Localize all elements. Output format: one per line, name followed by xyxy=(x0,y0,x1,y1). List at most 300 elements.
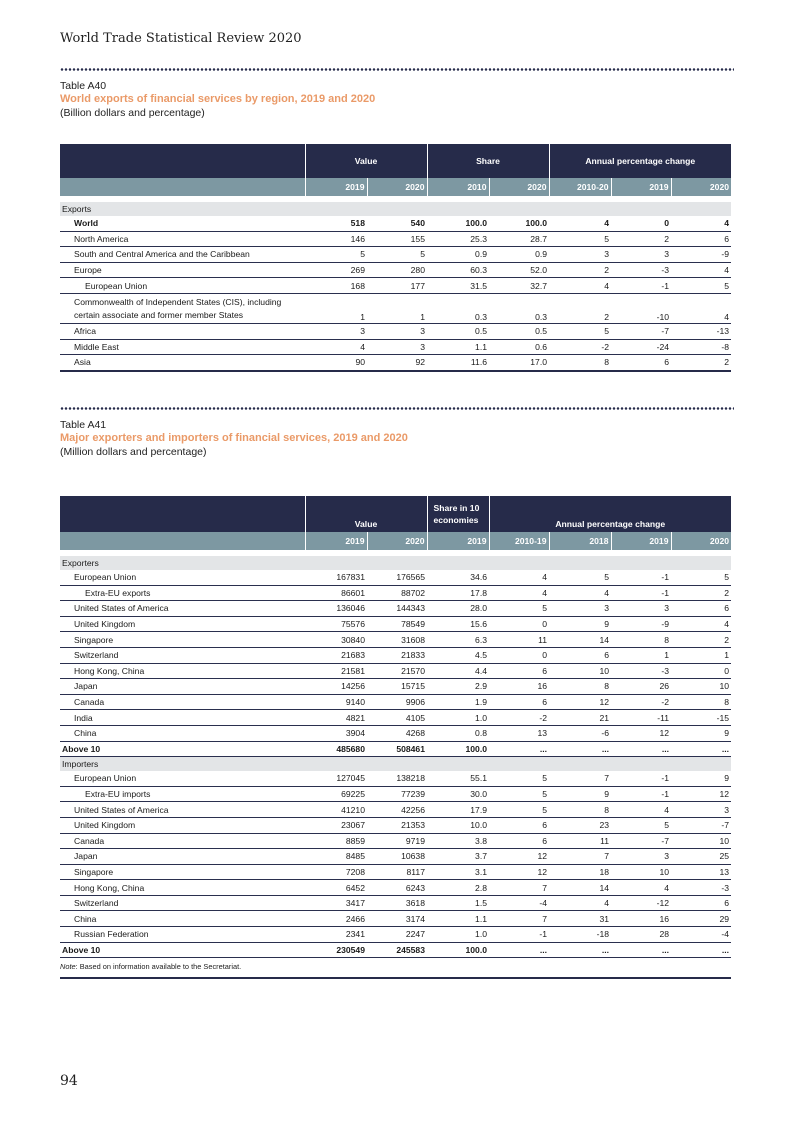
table-cell: 13 xyxy=(489,725,549,741)
table-cell: 18 xyxy=(549,864,611,880)
table-cell: 280 xyxy=(367,262,427,278)
table-cell: 4 xyxy=(671,216,731,231)
table-cell: 10 xyxy=(611,864,671,880)
note-label: Note xyxy=(60,962,76,971)
table-row xyxy=(60,802,731,818)
table-cell: 5 xyxy=(549,570,611,585)
table-cell: -9 xyxy=(611,616,671,632)
table-row xyxy=(60,570,731,585)
row-label: Middle East xyxy=(60,339,305,355)
table-cell: 4 xyxy=(671,293,731,323)
row-label: China xyxy=(60,725,305,741)
table-cell: 30840 xyxy=(305,632,367,648)
table-cell: 69225 xyxy=(305,786,367,802)
table-cell: 155 xyxy=(367,231,427,247)
year-header: 2018 xyxy=(549,532,611,550)
table-cell: -13 xyxy=(671,323,731,339)
table-cell: 3 xyxy=(367,339,427,355)
table-cell: 31.5 xyxy=(427,278,489,294)
table-cell: ... xyxy=(611,741,671,757)
table-cell: 0 xyxy=(671,663,731,679)
table-cell: 2 xyxy=(611,231,671,247)
table-row xyxy=(60,849,731,865)
table-cell: -4 xyxy=(671,927,731,943)
table-cell: 12 xyxy=(671,786,731,802)
table-cell: 12 xyxy=(611,725,671,741)
table-cell: 127045 xyxy=(305,771,367,786)
table-cell: -3 xyxy=(611,663,671,679)
table-cell: 3.1 xyxy=(427,864,489,880)
table-cell: 21581 xyxy=(305,663,367,679)
row-label: Hong Kong, China xyxy=(60,663,305,679)
year-header: 2020 xyxy=(367,178,427,196)
table-cell: 25 xyxy=(671,849,731,865)
table-cell: 2.9 xyxy=(427,679,489,695)
table-cell: 0 xyxy=(611,216,671,231)
table-cell: 245583 xyxy=(367,942,427,958)
table-cell: -24 xyxy=(611,339,671,355)
table-row xyxy=(60,355,731,371)
table-cell: 77239 xyxy=(367,786,427,802)
table-cell: 21570 xyxy=(367,663,427,679)
table-row xyxy=(60,278,731,294)
table-cell: 86601 xyxy=(305,585,367,601)
row-label: Switzerland xyxy=(60,647,305,663)
table-cell: 10638 xyxy=(367,849,427,865)
table-cell: 3 xyxy=(671,802,731,818)
table-cell: 3 xyxy=(611,247,671,263)
table-cell: 1.0 xyxy=(427,710,489,726)
row-label: United Kingdom xyxy=(60,616,305,632)
year-header: 2020 xyxy=(367,532,427,550)
table-cell: 4 xyxy=(549,278,611,294)
table-cell: 6 xyxy=(489,817,549,833)
table-cell: 508461 xyxy=(367,741,427,757)
table-cell: 8117 xyxy=(367,864,427,880)
table-cell: 11.6 xyxy=(427,355,489,371)
header-share-10-economies: Share in 10 economies xyxy=(427,496,489,532)
row-label: European Union xyxy=(60,278,305,294)
table-cell: 8485 xyxy=(305,849,367,865)
table-cell: 2247 xyxy=(367,927,427,943)
table-cell: 0.3 xyxy=(489,293,549,323)
table-a41-title: Major exporters and importers of financial services, 2019 and 2020 xyxy=(60,432,408,444)
row-label: Africa xyxy=(60,323,305,339)
year-header: 2019 xyxy=(427,532,489,550)
table-cell: 90 xyxy=(305,355,367,371)
row-label: South and Central America and the Caribbean xyxy=(60,247,305,263)
table-cell: -7 xyxy=(611,833,671,849)
table-row xyxy=(60,911,731,927)
row-label: Japan xyxy=(60,849,305,865)
running-header: World Trade Statistical Review 2020 xyxy=(60,31,302,46)
year-header: 2019 xyxy=(305,178,367,196)
table-cell: 8 xyxy=(611,632,671,648)
table-cell: 269 xyxy=(305,262,367,278)
table-cell: 100.0 xyxy=(427,741,489,757)
table-cell: 0.9 xyxy=(427,247,489,263)
table-cell: 177 xyxy=(367,278,427,294)
table-cell: 5 xyxy=(305,247,367,263)
table-cell: 15.6 xyxy=(427,616,489,632)
table-row xyxy=(60,231,731,247)
table-cell: 4.5 xyxy=(427,647,489,663)
table-cell: -3 xyxy=(611,262,671,278)
table-cell: 12 xyxy=(489,849,549,865)
table-cell: 42256 xyxy=(367,802,427,818)
table-cell: 52.0 xyxy=(489,262,549,278)
table-cell: 28 xyxy=(611,927,671,943)
table-cell: 230549 xyxy=(305,942,367,958)
row-label: China xyxy=(60,911,305,927)
table-cell: 29 xyxy=(671,911,731,927)
table-cell: 3904 xyxy=(305,725,367,741)
table-cell: 1.1 xyxy=(427,911,489,927)
table-cell: 30.0 xyxy=(427,786,489,802)
table-cell: 9140 xyxy=(305,694,367,710)
table-cell: 11 xyxy=(549,833,611,849)
table-row xyxy=(60,927,731,943)
table-cell: 4.4 xyxy=(427,663,489,679)
table-cell: 518 xyxy=(305,216,367,231)
year-header: 2010 xyxy=(427,178,489,196)
table-cell: 7 xyxy=(549,849,611,865)
row-label: United States of America xyxy=(60,802,305,818)
row-label: India xyxy=(60,710,305,726)
table-cell: 9 xyxy=(549,616,611,632)
table-cell: 1.0 xyxy=(427,927,489,943)
row-label: Russian Federation xyxy=(60,927,305,943)
table-cell: 6.3 xyxy=(427,632,489,648)
row-label: Above 10 xyxy=(60,741,305,757)
table-cell: 4 xyxy=(671,262,731,278)
table-cell: 8 xyxy=(671,694,731,710)
year-header: 2019 xyxy=(305,532,367,550)
table-cell: 6 xyxy=(489,694,549,710)
table-cell: 17.9 xyxy=(427,802,489,818)
table-cell: 3 xyxy=(611,849,671,865)
table-cell: -1 xyxy=(611,786,671,802)
table-cell: 138218 xyxy=(367,771,427,786)
row-label: World xyxy=(60,216,305,231)
table-cell: 4 xyxy=(549,216,611,231)
table-a40-label: Table A40 xyxy=(60,80,107,92)
row-label: Canada xyxy=(60,694,305,710)
table-cell: 540 xyxy=(367,216,427,231)
table-cell: 3618 xyxy=(367,895,427,911)
table-cell: 21683 xyxy=(305,647,367,663)
table-cell: 3.8 xyxy=(427,833,489,849)
table-row xyxy=(60,786,731,802)
table-cell: 23067 xyxy=(305,817,367,833)
table-cell: 6452 xyxy=(305,880,367,896)
table-cell: 1.1 xyxy=(427,339,489,355)
table-cell: 34.6 xyxy=(427,570,489,585)
table-row xyxy=(60,293,731,323)
page-number: 94 xyxy=(60,1073,78,1089)
table-cell: 2 xyxy=(549,262,611,278)
year-header: 2010-20 xyxy=(549,178,611,196)
year-header: 2020 xyxy=(489,178,549,196)
table-row xyxy=(60,601,731,617)
table-cell: 5 xyxy=(489,601,549,617)
table-cell: 7208 xyxy=(305,864,367,880)
row-label: United Kingdom xyxy=(60,817,305,833)
table-row xyxy=(60,771,731,786)
year-header: 2020 xyxy=(671,532,731,550)
table-cell: 4 xyxy=(671,616,731,632)
table-cell: 6 xyxy=(611,355,671,371)
table-row xyxy=(60,262,731,278)
table-cell: 16 xyxy=(489,679,549,695)
table-cell: 17.0 xyxy=(489,355,549,371)
table-cell: 6 xyxy=(671,231,731,247)
table-cell: 28.7 xyxy=(489,231,549,247)
section-label-exports: Exports xyxy=(60,202,731,216)
table-row xyxy=(60,679,731,695)
year-header: 2019 xyxy=(611,178,671,196)
table-cell: 55.1 xyxy=(427,771,489,786)
table-cell: 8 xyxy=(549,355,611,371)
table-cell: 75576 xyxy=(305,616,367,632)
row-label: European Union xyxy=(60,570,305,585)
table-cell: 3 xyxy=(367,323,427,339)
table-cell: 4 xyxy=(611,880,671,896)
table-cell: 26 xyxy=(611,679,671,695)
table-cell: 10 xyxy=(671,833,731,849)
table-cell: 6243 xyxy=(367,880,427,896)
table-cell: 10.0 xyxy=(427,817,489,833)
table-cell: -8 xyxy=(671,339,731,355)
table-cell: 15715 xyxy=(367,679,427,695)
table-cell: -12 xyxy=(611,895,671,911)
table-cell: 5 xyxy=(671,570,731,585)
table-cell: 13 xyxy=(671,864,731,880)
row-label: Canada xyxy=(60,833,305,849)
table-a41-label: Table A41 xyxy=(60,419,107,431)
table-cell: 78549 xyxy=(367,616,427,632)
row-label: Extra-EU imports xyxy=(60,786,305,802)
table-row xyxy=(60,710,731,726)
table-cell: 2 xyxy=(671,355,731,371)
table-cell: 14 xyxy=(549,880,611,896)
table-cell: -3 xyxy=(671,880,731,896)
table-row xyxy=(60,663,731,679)
note-text: : Based on information available to the Secretariat. xyxy=(75,962,242,971)
table-cell: 0.5 xyxy=(489,323,549,339)
table-cell: 1.9 xyxy=(427,694,489,710)
table-cell: -1 xyxy=(611,570,671,585)
table-cell: 3 xyxy=(549,601,611,617)
table-cell: 5 xyxy=(489,802,549,818)
table-cell: 485680 xyxy=(305,741,367,757)
year-header: 2019 xyxy=(611,532,671,550)
table-row xyxy=(60,817,731,833)
table-cell: 31608 xyxy=(367,632,427,648)
header-share: Share xyxy=(427,144,549,178)
dotted-divider xyxy=(60,68,734,71)
table-cell: 4268 xyxy=(367,725,427,741)
table-cell: 60.3 xyxy=(427,262,489,278)
table-cell: 5 xyxy=(549,231,611,247)
table-cell: ... xyxy=(549,741,611,757)
table-cell: ... xyxy=(549,942,611,958)
table-cell: 3 xyxy=(611,601,671,617)
year-header: 2020 xyxy=(671,178,731,196)
table-cell: ... xyxy=(671,741,731,757)
row-label: Extra-EU exports xyxy=(60,585,305,601)
table-cell: 88702 xyxy=(367,585,427,601)
table-cell: -1 xyxy=(611,585,671,601)
row-label: United States of America xyxy=(60,601,305,617)
table-cell: 6 xyxy=(671,895,731,911)
table-cell: 9 xyxy=(671,725,731,741)
table-cell: 21 xyxy=(549,710,611,726)
table-row xyxy=(60,247,731,263)
table-cell: 2 xyxy=(671,585,731,601)
table-cell: -2 xyxy=(489,710,549,726)
table-cell: ... xyxy=(671,942,731,958)
table-cell: 5 xyxy=(489,771,549,786)
table-cell: 8 xyxy=(549,679,611,695)
table-cell: 1 xyxy=(611,647,671,663)
row-label: Switzerland xyxy=(60,895,305,911)
table-cell: 176565 xyxy=(367,570,427,585)
table-cell: 0.3 xyxy=(427,293,489,323)
table-cell: 6 xyxy=(671,601,731,617)
row-label: Above 10 xyxy=(60,942,305,958)
table-cell: -10 xyxy=(611,293,671,323)
table-cell: 3 xyxy=(549,247,611,263)
table-row xyxy=(60,880,731,896)
table-cell: 8859 xyxy=(305,833,367,849)
table-cell: 3174 xyxy=(367,911,427,927)
table-cell: 12 xyxy=(549,694,611,710)
table-cell: 4 xyxy=(549,585,611,601)
row-label: Commonwealth of Independent States (CIS), including certain associate and former member States xyxy=(60,293,305,323)
table-cell: 21353 xyxy=(367,817,427,833)
row-label: North America xyxy=(60,231,305,247)
table-cell: -15 xyxy=(671,710,731,726)
table-cell: 9 xyxy=(671,771,731,786)
section-label-importers: Importers xyxy=(60,757,731,772)
table-a40-subtitle: (Billion dollars and percentage) xyxy=(60,107,205,119)
section-label-exporters: Exporters xyxy=(60,556,731,570)
table-cell: 5 xyxy=(489,786,549,802)
table-cell: 41210 xyxy=(305,802,367,818)
table-cell: 2 xyxy=(549,293,611,323)
table-cell: -6 xyxy=(549,725,611,741)
table-row xyxy=(60,216,731,231)
header-value: Value xyxy=(305,496,427,532)
table-cell: 17.8 xyxy=(427,585,489,601)
table-cell: 4821 xyxy=(305,710,367,726)
table-cell: 28.0 xyxy=(427,601,489,617)
table-row xyxy=(60,632,731,648)
table-cell: 12 xyxy=(489,864,549,880)
table-cell: 2466 xyxy=(305,911,367,927)
table-cell: -4 xyxy=(489,895,549,911)
header-value: Value xyxy=(305,144,427,178)
table-cell: 100.0 xyxy=(489,216,549,231)
header-annual-change: Annual percentage change xyxy=(549,144,731,178)
table-cell: -11 xyxy=(611,710,671,726)
year-header: 2010-19 xyxy=(489,532,549,550)
table-cell: 0.9 xyxy=(489,247,549,263)
table-cell: 7 xyxy=(489,880,549,896)
table-cell: 3.7 xyxy=(427,849,489,865)
table-row xyxy=(60,895,731,911)
table-cell: -9 xyxy=(671,247,731,263)
table-row xyxy=(60,833,731,849)
table-cell: -1 xyxy=(489,927,549,943)
table-cell: 3417 xyxy=(305,895,367,911)
header-blank xyxy=(60,144,305,178)
table-cell: 4 xyxy=(611,802,671,818)
table-cell: 100.0 xyxy=(427,942,489,958)
table-cell: 1 xyxy=(305,293,367,323)
table-row xyxy=(60,616,731,632)
table-cell: 168 xyxy=(305,278,367,294)
row-label: Europe xyxy=(60,262,305,278)
table-row xyxy=(60,725,731,741)
table-row xyxy=(60,647,731,663)
row-label: European Union xyxy=(60,771,305,786)
table-cell: ... xyxy=(489,942,549,958)
row-label: Singapore xyxy=(60,864,305,880)
year-header-blank xyxy=(60,178,305,196)
table-cell: 7 xyxy=(549,771,611,786)
table-cell: ... xyxy=(611,942,671,958)
row-label: Asia xyxy=(60,355,305,371)
table-a41 xyxy=(60,496,731,958)
table-cell: 0.6 xyxy=(489,339,549,355)
table-cell: 0.5 xyxy=(427,323,489,339)
row-label: Japan xyxy=(60,679,305,695)
table-cell: 5 xyxy=(671,278,731,294)
header-blank xyxy=(60,496,305,532)
table-cell: 7 xyxy=(489,911,549,927)
table-cell: ... xyxy=(489,741,549,757)
table-cell: 4 xyxy=(489,570,549,585)
table-cell: -1 xyxy=(611,771,671,786)
table-cell: 14256 xyxy=(305,679,367,695)
table-cell: 16 xyxy=(611,911,671,927)
table-cell: -1 xyxy=(611,278,671,294)
table-cell: 32.7 xyxy=(489,278,549,294)
dotted-divider xyxy=(60,407,734,410)
table-cell: 146 xyxy=(305,231,367,247)
table-row xyxy=(60,942,731,958)
table-cell: 8 xyxy=(549,802,611,818)
table-cell: 5 xyxy=(611,817,671,833)
table-cell: 9719 xyxy=(367,833,427,849)
table-cell: 21833 xyxy=(367,647,427,663)
row-label: Singapore xyxy=(60,632,305,648)
table-cell: 25.3 xyxy=(427,231,489,247)
table-row xyxy=(60,585,731,601)
table-cell: 6 xyxy=(489,663,549,679)
table-a41-subtitle: (Million dollars and percentage) xyxy=(60,446,207,458)
table-cell: 1.5 xyxy=(427,895,489,911)
table-cell: 6 xyxy=(549,647,611,663)
table-cell: 2.8 xyxy=(427,880,489,896)
table-row xyxy=(60,339,731,355)
table-cell: -18 xyxy=(549,927,611,943)
table-cell: 0.8 xyxy=(427,725,489,741)
table-cell: 2341 xyxy=(305,927,367,943)
header-annual-change: Annual percentage change xyxy=(489,496,731,532)
